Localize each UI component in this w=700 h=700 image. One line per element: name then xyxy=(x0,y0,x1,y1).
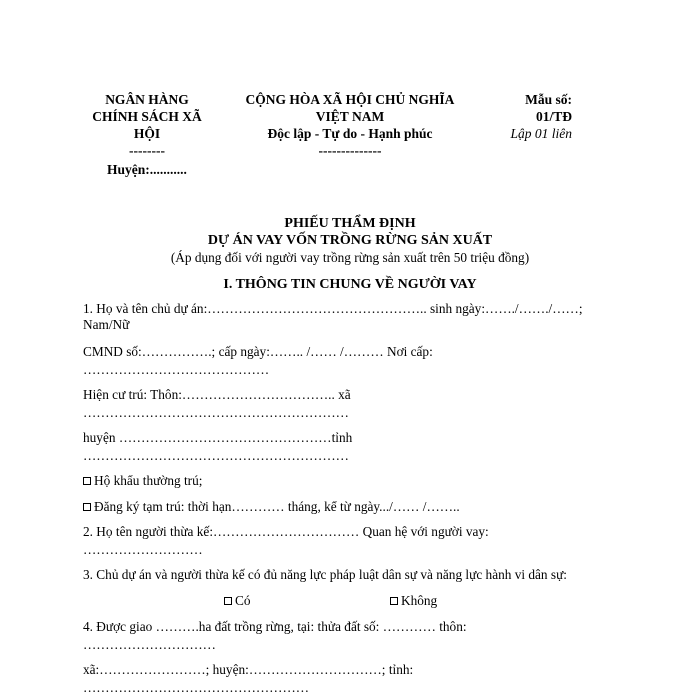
doc-subtitle: (Áp dụng đối với người vay trồng rừng sản xuất trên 50 triệu đồng) xyxy=(170,250,530,265)
bank-divider: -------- xyxy=(129,143,165,158)
field-owner-name: 1. Họ và tên chủ dự án:………………………………………….. sinh ngày:……./……./……; xyxy=(83,301,583,316)
doc-title-line2: DỰ ÁN VAY VỐN TRỒNG RỪNG SẢN XUẤT xyxy=(207,233,493,248)
copies-note: Lập 01 liên xyxy=(510,126,572,141)
bank-name-line2: CHÍNH SÁCH XÃ xyxy=(92,109,202,124)
checkbox-icon[interactable] xyxy=(83,503,91,511)
form-number: 01/TĐ xyxy=(535,109,572,124)
permanent-residence-label: Hộ khẩu thường trú; xyxy=(94,473,203,488)
field-legal-capacity: 3. Chủ dự án và người thừa kế có đủ năng lực pháp luật dân sự và năng lực hành vi dân sự: xyxy=(83,567,567,582)
field-land-village: ………………………… xyxy=(83,637,216,652)
field-land-province: …………………………………………… xyxy=(83,680,310,695)
checkbox-icon[interactable] xyxy=(224,597,232,605)
field-land-allocation: 4. Được giao ……….ha đất trồng rừng, tại: thửa đất số: ………… thôn: xyxy=(83,619,467,634)
option-temporary-residence[interactable] xyxy=(83,497,460,517)
field-district: huyện …………………………………………tỉnh xyxy=(83,430,353,445)
form-number-label: Mẫu số: xyxy=(525,92,572,107)
checkbox-icon[interactable] xyxy=(390,597,398,605)
field-heir-relation: ……………………… xyxy=(83,542,203,557)
section-heading: I. THÔNG TIN CHUNG VỀ NGƯỜI VAY xyxy=(223,277,477,292)
option-no-label: Không xyxy=(401,593,438,608)
field-heir: 2. Họ tên người thừa kế:…………………………… Quan hệ với người vay: xyxy=(83,524,489,539)
nation-divider: -------------- xyxy=(318,143,382,158)
bank-name-line1: NGÂN HÀNG xyxy=(105,92,189,107)
option-permanent-residence[interactable] xyxy=(83,471,202,491)
field-id-card-place: …………………………………… xyxy=(83,362,270,377)
field-residence-commune: …………………………………………………… xyxy=(83,405,349,420)
bank-name-line3: HỘI xyxy=(133,126,161,141)
form-code-block xyxy=(470,91,572,142)
nation-name-line1: CỘNG HÒA XÃ HỘI CHỦ NGHĨA xyxy=(245,92,455,107)
nation-name-line2: VIỆT NAM xyxy=(315,109,385,124)
national-header xyxy=(232,91,468,159)
doc-title xyxy=(0,215,700,249)
field-id-card: CMND số:…………….; cấp ngày:…….. /…… /……… Nơi cấp: xyxy=(83,344,433,359)
checkbox-icon[interactable] xyxy=(83,477,91,485)
district-label: Huyện:........... xyxy=(107,162,187,177)
option-yes[interactable] xyxy=(224,591,251,611)
field-land-commune: xã:……………………; huyện:…………………………; tỉnh: xyxy=(83,662,414,677)
temporary-residence-label: Đăng ký tạm trú: thời hạn………… tháng, kể từ ngày.../…… /…….. xyxy=(94,499,460,514)
doc-title-line1: PHIẾU THẨM ĐỊNH xyxy=(284,216,416,231)
field-province: …………………………………………………… xyxy=(83,448,349,463)
field-gender: Nam/Nữ xyxy=(83,317,130,332)
bank-header xyxy=(80,91,214,178)
option-no[interactable] xyxy=(390,591,437,611)
option-yes-label: Có xyxy=(235,593,251,608)
nation-motto: Độc lập - Tự do - Hạnh phúc xyxy=(267,126,433,141)
field-residence: Hiện cư trú: Thôn:…………………………….. xã xyxy=(83,387,351,402)
